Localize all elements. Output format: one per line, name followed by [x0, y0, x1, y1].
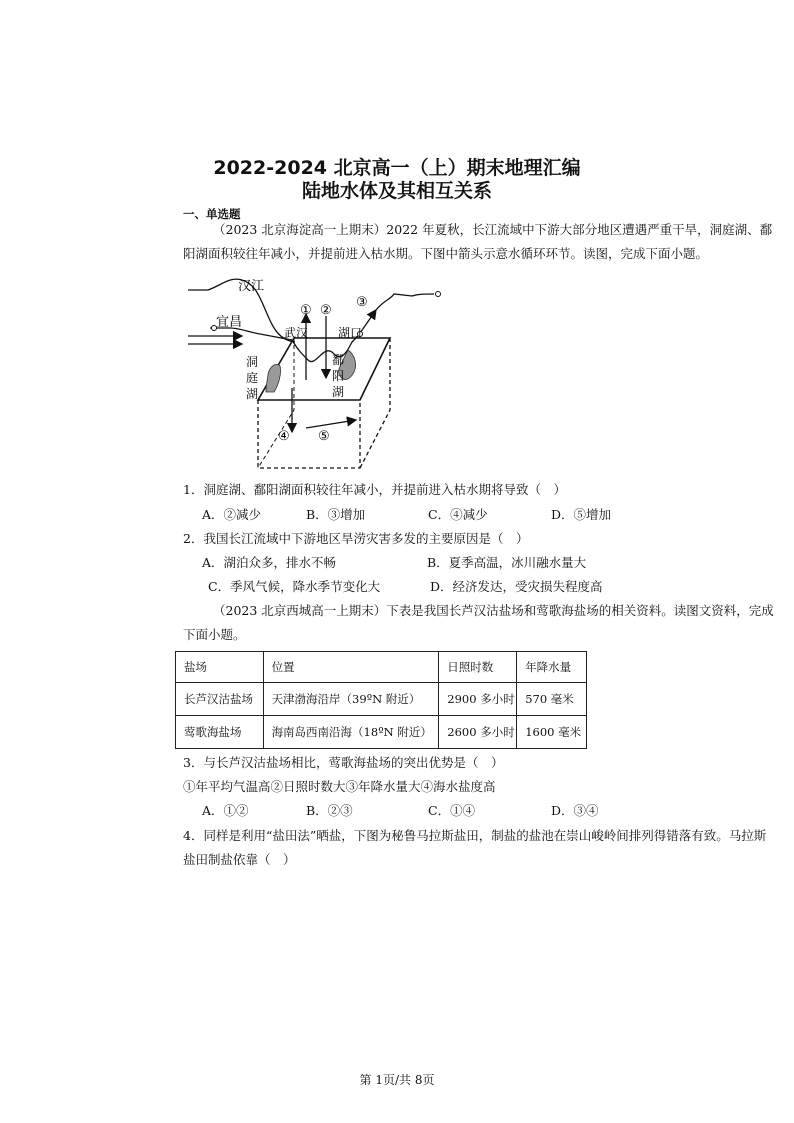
q1-option-c: C．④减少: [428, 507, 488, 522]
table-cell: 2600 多小时: [439, 716, 517, 749]
label-hukou: 湖口: [338, 326, 363, 340]
q2-option-c: C．季风气候，降水季节变化大: [208, 579, 381, 594]
doc-title-line1: 2022-2024 北京高一（上）期末地理汇编: [213, 157, 581, 179]
q3-stem: 3．与长芦汉沽盐场相比，莺歌海盐场的突出优势是（ ）: [183, 755, 504, 770]
q2-option-d: D．经济发达，受灾损失程度高: [430, 579, 603, 594]
intro1-line1: （2023 北京海淀高一上期末）2022 年夏秋，长江流域中下游大部分地区遭遇严重干旱，洞庭湖、鄱: [213, 222, 773, 237]
q2-option-a: A．湖泊众多，排水不畅: [202, 555, 337, 570]
q4-stem-line2: 盐田制盐依靠（ ）: [183, 852, 296, 867]
dongting-lake-shape: [266, 364, 281, 392]
doc-title-line2: 陆地水体及其相互关系: [301, 180, 492, 202]
table-row: [176, 683, 587, 716]
label-wuhan: 武汉: [284, 326, 309, 340]
underground-box-front: [258, 400, 360, 468]
label-poyang-3: 湖: [332, 385, 345, 399]
label-poyang-2: 阳: [332, 369, 345, 383]
yangtze-lower: [376, 294, 434, 310]
table-cell: 570 毫米: [517, 683, 587, 716]
q1-option-d: D．⑤增加: [551, 507, 612, 522]
marker-3: ③: [356, 295, 368, 310]
table-header-cell: 位置: [263, 652, 439, 683]
marker-4: ④: [278, 429, 290, 444]
label-poyang-1: 鄱: [332, 353, 345, 367]
q3-option-d: D．③④: [551, 803, 599, 818]
outlet-dot: [436, 292, 441, 297]
arrow-5: [306, 420, 356, 428]
label-dongting-2: 庭: [246, 371, 259, 385]
section-heading: 一、单选题: [183, 207, 241, 221]
underground-box-back: [258, 338, 294, 468]
table-header-cell: 年降水量: [517, 652, 587, 683]
q3-option-a: A．①②: [202, 803, 249, 818]
table-header-cell: 日照时数: [439, 652, 517, 683]
table-cell: 莺歌海盐场: [176, 716, 264, 749]
table-header-row: [176, 652, 587, 683]
label-dongting-1: 洞: [246, 355, 259, 369]
page-footer: 第 1页/共 8页: [359, 1073, 435, 1087]
marker-5: ⑤: [318, 429, 330, 444]
intro2-line1: （2023 北京西城高一上期末）下表是我国长芦汉沽盐场和莺歌海盐场的相关资料。读图文资料，完成: [213, 603, 774, 618]
label-yichang: 宜昌: [216, 315, 243, 330]
table-cell: 1600 毫米: [517, 716, 587, 749]
table-cell: 海南岛西南沿海（18ºN 附近）: [263, 716, 439, 749]
q3-option-c: C．①④: [428, 803, 476, 818]
salt-field-table: [175, 651, 587, 749]
q1-option-a: A．②减少: [202, 507, 262, 522]
q1-stem: 1．洞庭湖、鄱阳湖面积较往年减小，并提前进入枯水期将导致（ ）: [183, 482, 566, 497]
marker-2: ②: [320, 303, 332, 318]
marker-1: ①: [300, 303, 312, 318]
table-row: [176, 716, 587, 749]
table-cell: 天津渤海沿岸（39ºN 附近）: [263, 683, 439, 716]
q2-option-b: B．夏季高温，冰川融水量大: [427, 555, 587, 570]
underground-box-side: [360, 338, 390, 468]
q3-statements: ①年平均气温高②日照时数大③年降水量大④海水盐度高: [183, 779, 496, 794]
intro1-line2: 阳湖面积较往年减小，并提前进入枯水期。下图中箭头示意水循环环节。读图，完成下面小题。: [183, 246, 709, 261]
label-dongting-3: 湖: [246, 387, 259, 401]
intro2-line2: 下面小题。: [183, 627, 246, 642]
table-cell: 2900 多小时: [439, 683, 517, 716]
water-cycle-figure: [180, 270, 450, 475]
q2-stem: 2．我国长江流域中下游地区旱涝灾害多发的主要原因是（ ）: [183, 531, 529, 546]
table-cell: 长芦汉沽盐场: [176, 683, 264, 716]
q3-option-b: B．②③: [306, 803, 353, 818]
label-hanjiang: 汉江: [238, 279, 265, 294]
q4-stem-line1: 4．同样是利用“盐田法”晒盐，下图为秘鲁马拉斯盐田，制盐的盐池在崇山峻岭间排列得错落有致。马拉斯: [183, 828, 767, 843]
q1-option-b: B．③增加: [306, 507, 366, 522]
table-header-cell: 盐场: [176, 652, 264, 683]
